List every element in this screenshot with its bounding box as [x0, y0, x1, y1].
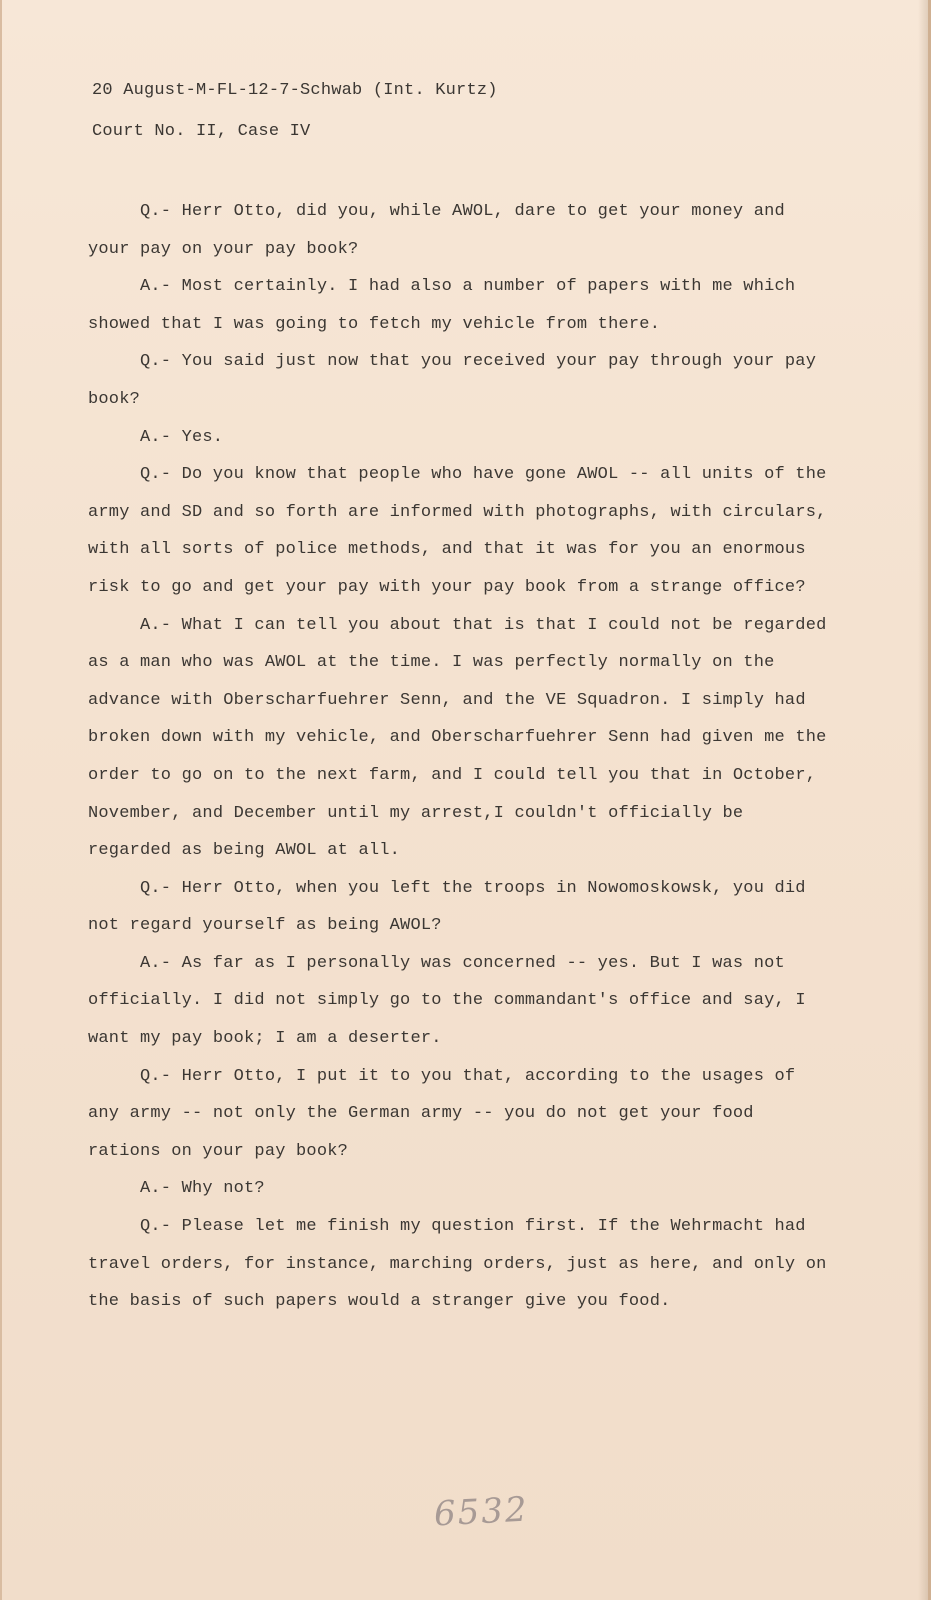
transcript-paragraph: Q.- You said just now that you received your pay through your pay book? [88, 352, 817, 409]
transcript-paragraph: Q.- Do you know that people who have gone AWOL -- all units of the army and SD and so forth are informed with photographs, with circulars, with all sorts of police methods, and that it was for you an enormous risk to go and get your pay with your pay book from a strange office? [88, 465, 827, 597]
transcript-paragraph: A.- Why not? [140, 1179, 265, 1199]
transcript-paragraph: A.- As far as I personally was concerned -- yes. But I was not officially. I did not simply go to the commandant's office and say, I want my pay book; I am a deserter. [88, 953, 806, 1049]
page-edge-shadow [918, 0, 928, 1600]
transcript-paragraph: A.- Most certainly. I had also a number of papers with me which showed that I was going to fetch my vehicle from there. [88, 277, 796, 334]
transcript-paragraph: Q.- Herr Otto, I put it to you that, according to the usages of any army -- not only the German army -- you do not get your food rations on your pay book? [88, 1066, 796, 1161]
handwritten-page-number: 6532 [433, 1489, 530, 1535]
header-reference-line: 20 August-M-FL-12-7-Schwab (Int. Kurtz) [92, 81, 498, 100]
document-header [92, 70, 498, 152]
header-court-line: Court No. II, Case IV [92, 122, 311, 141]
transcript-paragraph: A.- Yes. [140, 427, 224, 447]
transcript-paragraph: A.- What I can tell you about that is that I could not be regarded as a man who was AWOL at the time. I was perfectly normally on the advance with Oberscharfuehrer Senn, and the VE Squadron. I simply had broken down with my vehicle, and Oberscharfuehrer Senn had given me the order to go on to the next farm, and I could tell you that in October, November, and December until my arrest,I couldn't officially be regarded as being AWOL at all. [88, 615, 827, 861]
transcript-paragraph: Q.- Herr Otto, did you, while AWOL, dare to get your money and your pay on your pay book? [88, 202, 785, 259]
transcript-paragraph: Q.- Herr Otto, when you left the troops in Nowomoskowsk, you did not regard yourself as being AWOL? [88, 878, 806, 936]
transcript-paragraph: Q.- Please let me finish my question first. If the Wehrmacht had travel orders, for instance, marching orders, just as here, and only on the basis of such papers would a stranger give you food. [88, 1217, 827, 1312]
transcript-body [88, 193, 828, 1321]
